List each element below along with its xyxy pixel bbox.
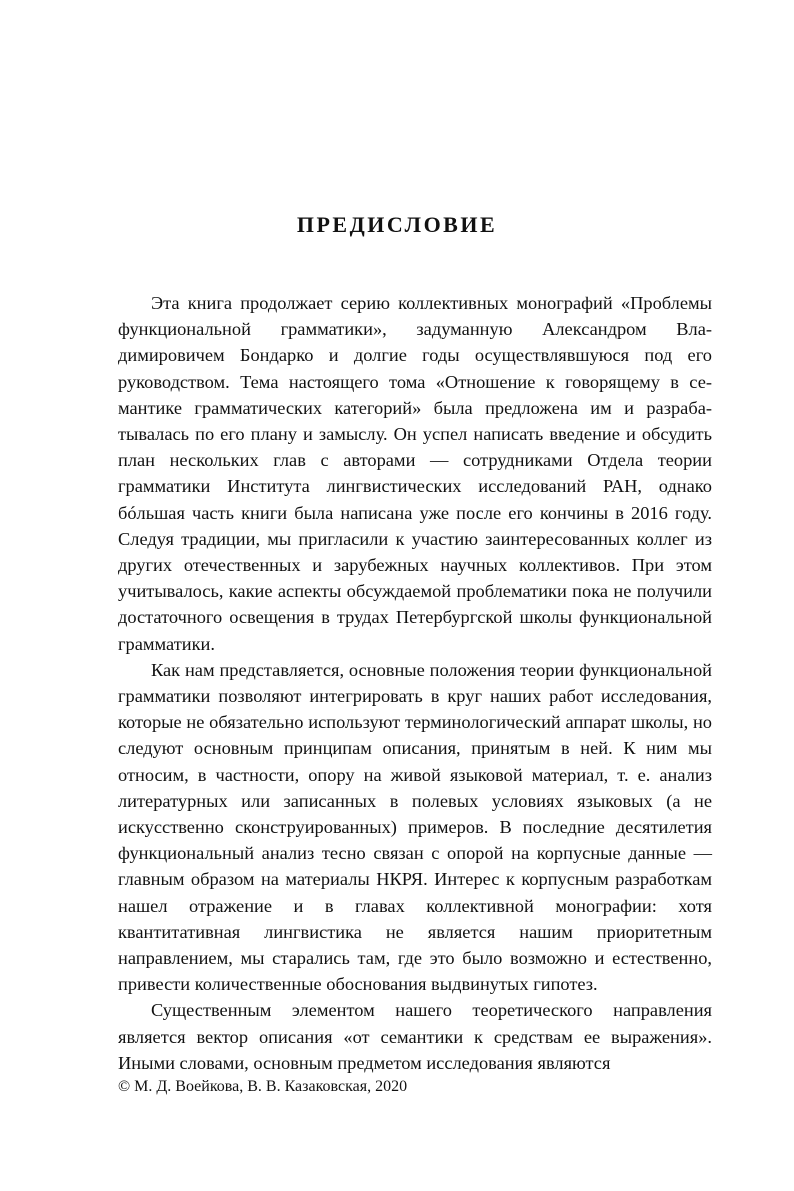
paragraph-1: Эта книга продолжает серию коллективных монографий «Проблемы функциональной грамматики», задуманную Александром Владимировичем Бондарко и долгие годы осуществлявшуюся под его руководством. Тема настоящего тома «Отношение к говорящему в семантике грамматических категорий» была предложена им и разрабатывалась по его плану и замыслу. Он успел написать введение и обсудить план нескольких глав с авторами — сотрудниками Отдела теории грамматики Института лингвистических исследований РАН, однако бóльшая часть книги была написана уже после его кончины в 2016 году. Следуя традиции, мы пригласили к участию заинтересованных коллег из других отечественных и зарубежных научных коллективов. При этом учитывалось, какие аспекты обсуждаемой проблематики пока не получили достаточного освещения в трудах Петербургской школы функциональной грамматики. [118, 293, 712, 654]
paragraph-2: Как нам представляется, основные положения теории функциональной грамматики позволяют интегрировать в круг наших работ исследования, которые не обязательно используют терминологический аппарат школы, но следуют основным принципам описания, принятым в ней. К ним мы относим, в частности, опору на живой языковой материал, т. е. анализ литературных или записанных в полевых условиях языковых (а не искусственно сконструированных) примеров. В последние десятилетия функциональный анализ тесно связан с опорой на корпусные данные — главным образом на материалы НКРЯ. Интерес к корпусным разработкам нашел отражение и в главах коллективной монографии: хотя квантитативная лингвистика не является нашим приоритетным направлением, мы старались там, где это было возможно и естественно, привести количественные обоснования выдвинутых гипотез. [118, 659, 712, 995]
copyright-notice: © М. Д. Воейкова, В. В. Казаковская, 2020 [118, 1078, 408, 1095]
paragraph-3: Существенным элементом нашего теоретического направления является вектор описания «от семантики к средствам ее выражения». Иными словами, основным предметом исследования являются [118, 1000, 712, 1073]
preface-body [118, 290, 712, 1076]
page-title: ПРЕДИСЛОВИЕ [296, 212, 498, 237]
